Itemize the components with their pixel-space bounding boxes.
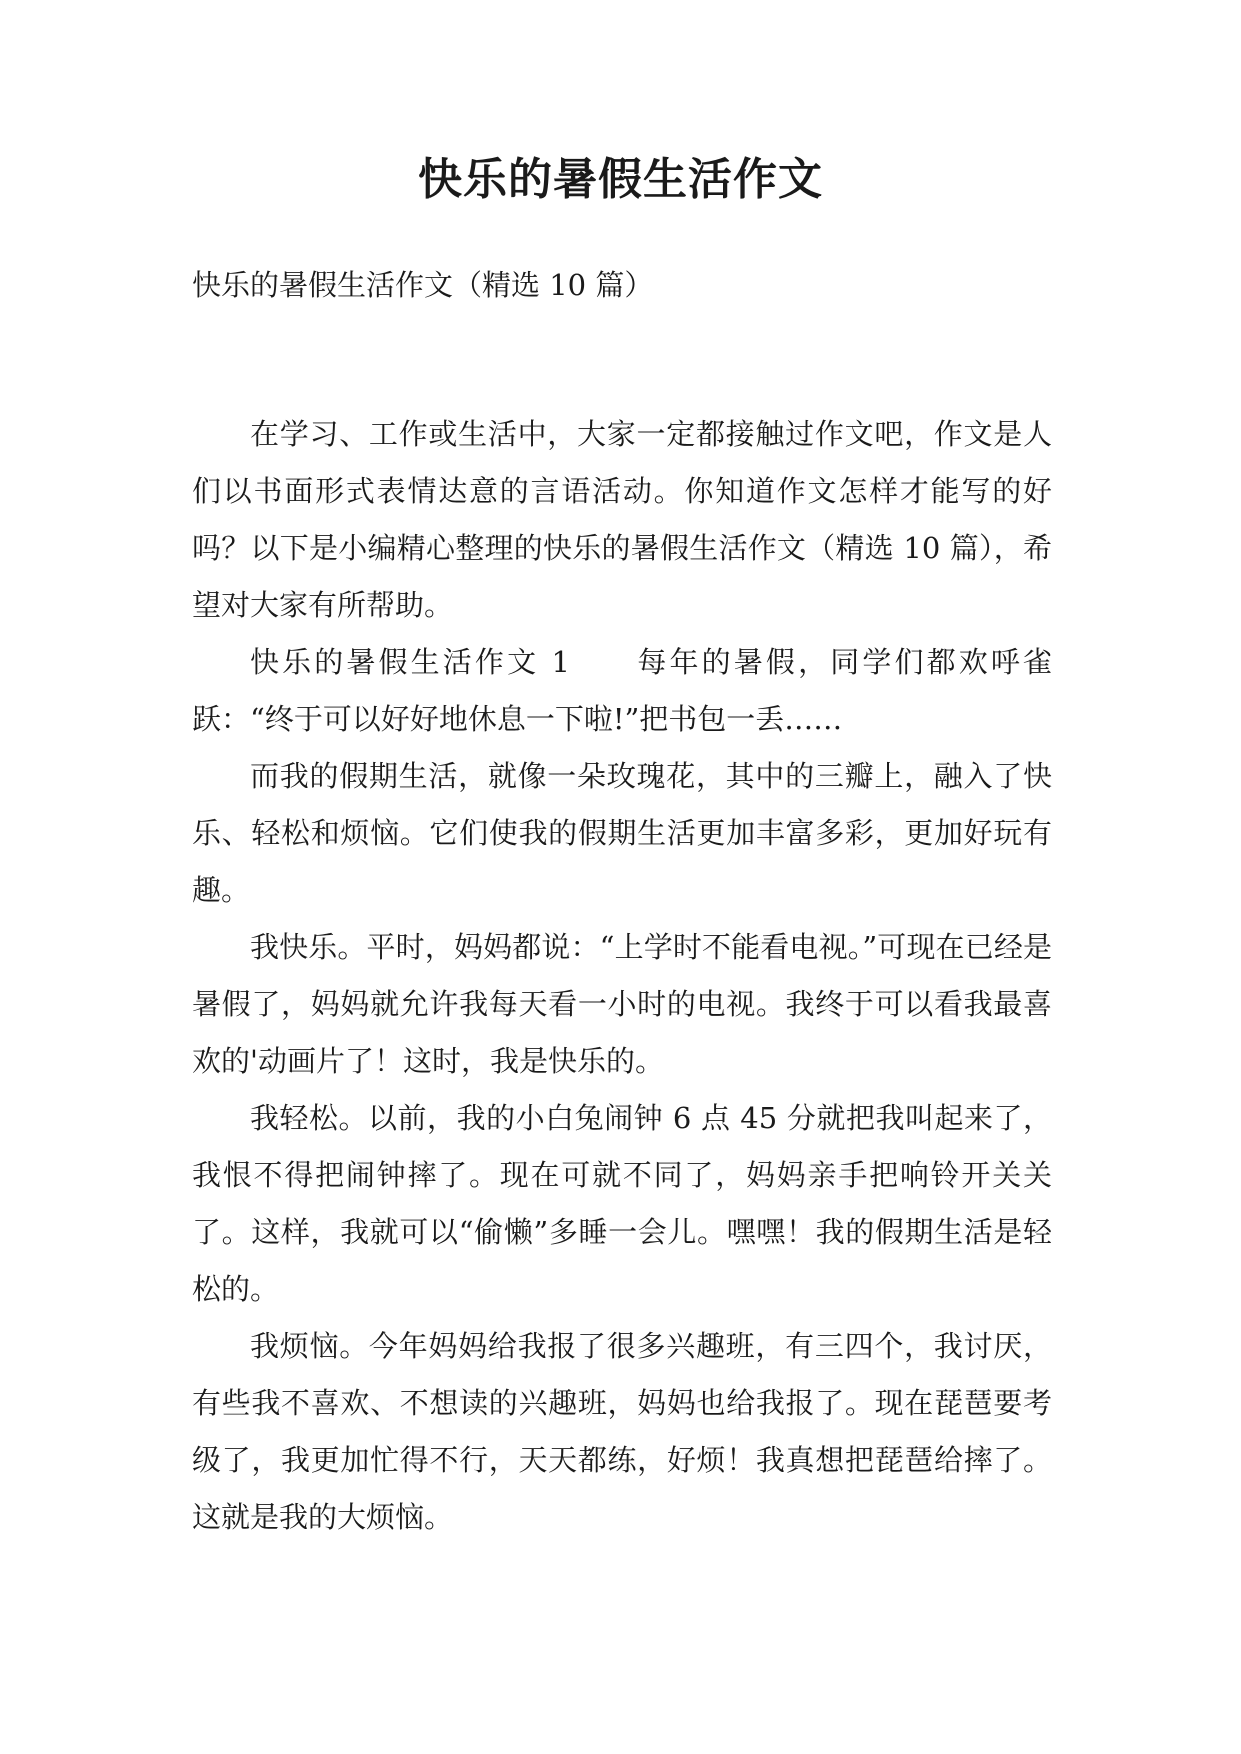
document-body [192,406,1052,1546]
document-title: 快乐的暑假生活作文 [418,154,823,205]
paragraph-relaxed: 我轻松。以前，我的小白兔闹钟 6 点 45 分就把我叫起来了，我恨不得把闹钟摔了。现在可就不同了，妈妈亲手把响铃开关关了。这样，我就可以“偷懒”多睡一会儿。嘿嘿！我的假期生活是轻松的。 [192,1101,1052,1306]
paragraph-happy: 我快乐。平时，妈妈都说：“上学时不能看电视。”可现在已经是暑假了，妈妈就允许我每天看一小时的电视。我终于可以看我最喜欢的'动画片了！这时，我是快乐的。 [192,930,1052,1078]
paragraph-troubled: 我烦恼。今年妈妈给我报了很多兴趣班，有三四个，我讨厌，有些我不喜欢、不想读的兴趣班，妈妈也给我报了。现在琵琶要考级了，我更加忙得不行，天天都练，好烦！我真想把琵琶给摔了。这就是我的大烦恼。 [192,1329,1052,1534]
paragraph-intro: 在学习、工作或生活中，大家一定都接触过作文吧，作文是人们以书面形式表情达意的言语活动。你知道作文怎样才能写的好吗？以下是小编精心整理的快乐的暑假生活作文（精选 10 篇），希望对大家有所帮助。 [192,417,1052,622]
paragraph-essay-1-opening: 快乐的暑假生活作文 1 每年的暑假，同学们都欢呼雀跃：“终于可以好好地休息一下啦!”把书包一丢…… [192,645,1052,736]
paragraph-rose-metaphor: 而我的假期生活，就像一朵玫瑰花，其中的三瓣上，融入了快乐、轻松和烦恼。它们使我的假期生活更加丰富多彩，更加好玩有趣。 [192,759,1052,907]
document-subtitle: 快乐的暑假生活作文（精选 10 篇） [192,268,654,302]
